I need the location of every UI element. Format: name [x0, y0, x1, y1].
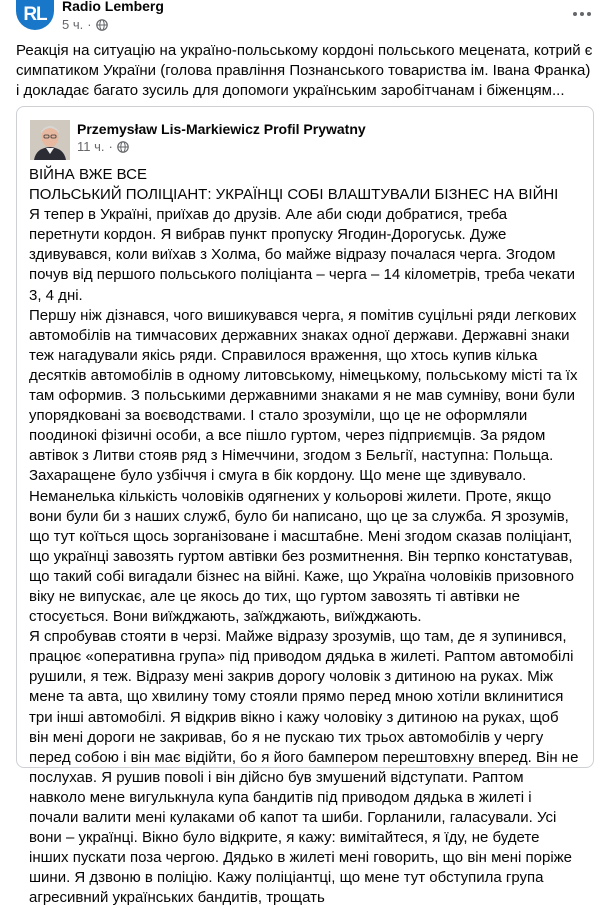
post-author-name[interactable]: Radio Lemberg: [62, 0, 164, 14]
shared-post-card[interactable]: [16, 106, 594, 907]
shared-post-meta: 11 ч. ·: [77, 139, 129, 155]
shared-post-timestamp[interactable]: 11 ч.: [77, 139, 105, 154]
more-options-icon[interactable]: [568, 4, 596, 24]
globe-icon[interactable]: [117, 141, 129, 153]
shared-title-line-1: ВІЙНА ВЖЕ ВСЕ: [29, 166, 148, 183]
shared-author-name[interactable]: Przemysław Lis-Markiewicz Profil Prywatny: [77, 121, 366, 137]
post-text: Реакція на ситуацію на україно-польському кордоні польського мецената, котрий є симпатиком України (голова правління Познанського товариства ім. Івана Франка) і докладає багато зусиль для допомоги українським заробітчанам і біженцям...: [16, 42, 593, 99]
shared-paragraph: Я спробував стояти в черзі. Майже відразу зрозумів, що там, де я зупинився, працює «оперативна група» під приводом дядька в жилеті. Раптом автомобілі рушили, я теж. Відразу мені закрив дорогу чоловік з дитиною на руках. Між мене та авта, що хвилину тому стояли прямо перед мною хотіли вклинитися три інші автомобілі. Я відкрив вікно і кажу чоловіку з дитиною на руках, щоб він мені дороги не закривав, бо я не пускаю тих трьох автомобілів у чергу перед собою і він має відійти, бо я його бампером перештовхну вперед. Він не послухав. Я рушив повolі і він дійсно був змушений відступати. Раптом навколо мене вигулькнула купа бандитів під приводом дядька в жилеті і почали валити мені кулаками об капот та шиби. Горланили, галасували. Усі вони – українці. Вікно було відкрите, я кажу: вимітайтеся, я їду, не будете інших пускати поза чергою. Дядько в жилеті мені говорить, що він мені поріже шини. Я дзвоню в поліцію. Кажу поліціантці, що мене тут обступила група агресивний українських бандитів, трощать: [29, 628, 579, 907]
person-photo-icon: [30, 120, 70, 160]
shared-title-line-2: ПОЛЬСЬКИЙ ПОЛІЦІАНТ: УКРАЇНЦІ СОБІ ВЛАШТУВАЛИ БІЗНЕС НА ВІЙНІ: [29, 186, 559, 204]
page-avatar-text: RL: [23, 4, 47, 25]
post-header: [0, 0, 606, 38]
shared-post-body: [29, 165, 581, 908]
shared-paragraph: Неманелька кількість чоловіків одягнених у кольорові жилети. Проте, якщо вони були би з наших служб, було би написано, що це за служба. Я зрозумів, що тут коїться щось зорганізоване і масштабне. Мені згодом сказав поліціант, що українці завозять гуртом автівки без розмитнення. Він терпко констатував, що такий собі вигадали бізнес на війні. Каже, що Україна чоловіків призовного віку не випускає, але це якось до тих, що гуртом завозять ті автівки не стосується. Вони виїжджають, заїжджають, виїжджають.: [29, 487, 574, 626]
shared-paragraph: Я тепер в Україні, приїхав до друзів. Але аби сюди добратися, треба перетнути кордон. Я вибрав пункт пропуску Ягодин-Дорогуськ. Дуже здивувався, коли виїхав з Холма, бо майже відразу почалася черга. Згодом почув від першого польського поліціанта – черга – 14 кілометрів, треба чекати 3, 4 дні.: [29, 206, 576, 304]
page-avatar[interactable]: [16, 0, 54, 30]
post-meta: 5 ч. ·: [62, 17, 108, 33]
shared-author-avatar[interactable]: [30, 120, 70, 160]
post-timestamp[interactable]: 5 ч.: [62, 17, 84, 32]
shared-paragraph: Першу ніж дізнався, чого вишикувався черга, я помітив суцільні ряди легкових автомобілів на тимчасових державних знаках одної держави. Державні знаки теж нагадували якісь ряди. Справилося враження, що хтось купив кілька десятків автомобілів в одному литовському, німецькому, польському місті та їх там оформив. З польськими державними знаками я не мав сумніву, вони були упорядковані за воєводствами. І стало зрозуміли, що це не оформляли поодинокі фізичні особи, а все пішло гуртом, через підприємців. За рядом автівок з Литви стояв ряд з Німеччини, згодом з Бельгії, наступна: Польща. Захаращене було узбіччя і смуга в бік кордону. Що мене ще здивувало.: [29, 306, 578, 485]
globe-icon[interactable]: [96, 19, 108, 31]
